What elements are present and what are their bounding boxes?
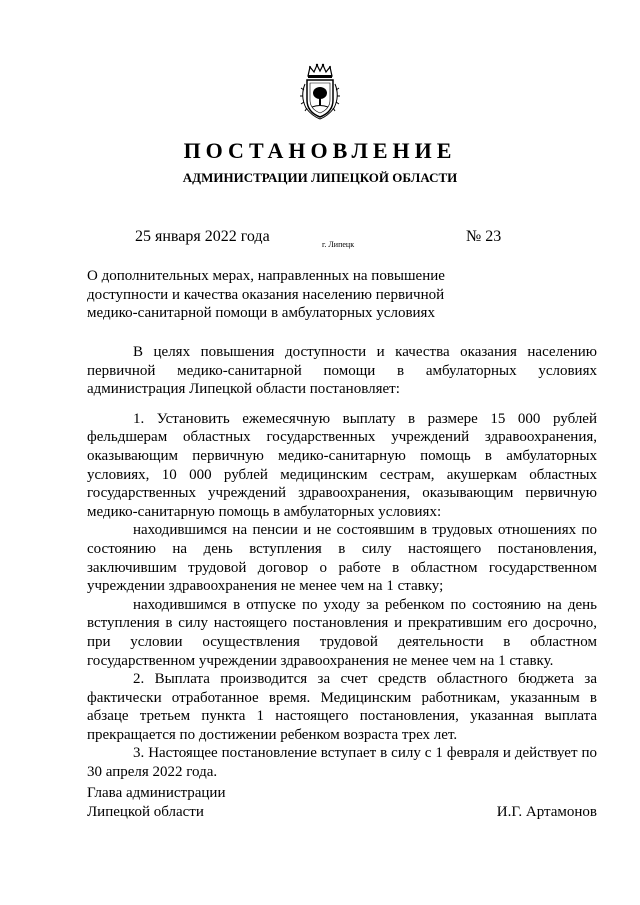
clause-2-paragraph: 2. Выплата производится за счет средств областного бюджета за фактически отработанное время. Медицинским работникам, указанным в абзаце третьем пункта 1 настоящего постановления, указанная выплата прекращается по достижении ребенком возраста трех лет. — [87, 671, 597, 743]
document-date: 25 января 2022 года — [135, 228, 270, 245]
lipetsk-coat-of-arms-icon — [298, 62, 342, 120]
issuing-authority: АДМИНИСТРАЦИИ ЛИПЕЦКОЙ ОБЛАСТИ — [182, 170, 458, 185]
signatory-name: И.Г. Артамонов — [496, 804, 597, 820]
document-body — [87, 343, 597, 782]
subject-line: О дополнительных мерах, направленных на повышение — [87, 268, 445, 284]
clause-1-paragraph: 1. Установить ежемесячную выплату в размере 15 000 рублей фельдшерам областных государственных учреждений здравоохранения, оказывающим первичную медико-санитарную помощь в амбулаторных условиях, 10 000 рублей медицинским сестрам, акушеркам областных государственных учреждений здравоохранения, оказывающим первичную медико-санитарную помощь в амбулаторных условиях: — [87, 410, 597, 520]
clause-1-sub-b-paragraph: находившимся в отпуске по уходу за ребенком по состоянию на день вступления в силу настоящего постановления и прекратившим его досрочно, при условии осуществления трудовой деятельности в областном государственном учреждении здравоохранения не менее чем на 1 ставку. — [87, 596, 597, 669]
signature-block — [87, 784, 597, 822]
subject-line: доступности и качества оказания населению первичной — [87, 286, 445, 303]
document-number: № 23 — [466, 228, 502, 245]
document-subject — [87, 267, 467, 323]
preamble-paragraph: В целях повышения доступности и качества оказания населению первичной медико-санитарной помощи в амбулаторных условиях администрация Липецкой области постановляет: — [87, 344, 597, 398]
subject-line: медико-санитарной помощи в амбулаторных условиях — [87, 305, 435, 321]
signatory-region: Липецкой области — [87, 804, 204, 820]
document-city: г. Липецк — [322, 240, 355, 249]
clause-1-sub-a-paragraph: находившимся на пенсии и не состоявшим в трудовых отношениях по состоянию на день вступления в силу настоящего постановления, заключившим трудовой договор о работе в областном государственном учреждении здравоохранения не менее чем на 1 ставку; — [87, 522, 597, 595]
signatory-position: Глава администрации — [87, 785, 226, 801]
clause-3-paragraph: 3. Настоящее постановление вступает в силу с 1 февраля и действует по 30 апреля 2022 года. — [87, 745, 597, 781]
document-title: ПОСТАНОВЛЕНИЕ — [183, 138, 457, 163]
